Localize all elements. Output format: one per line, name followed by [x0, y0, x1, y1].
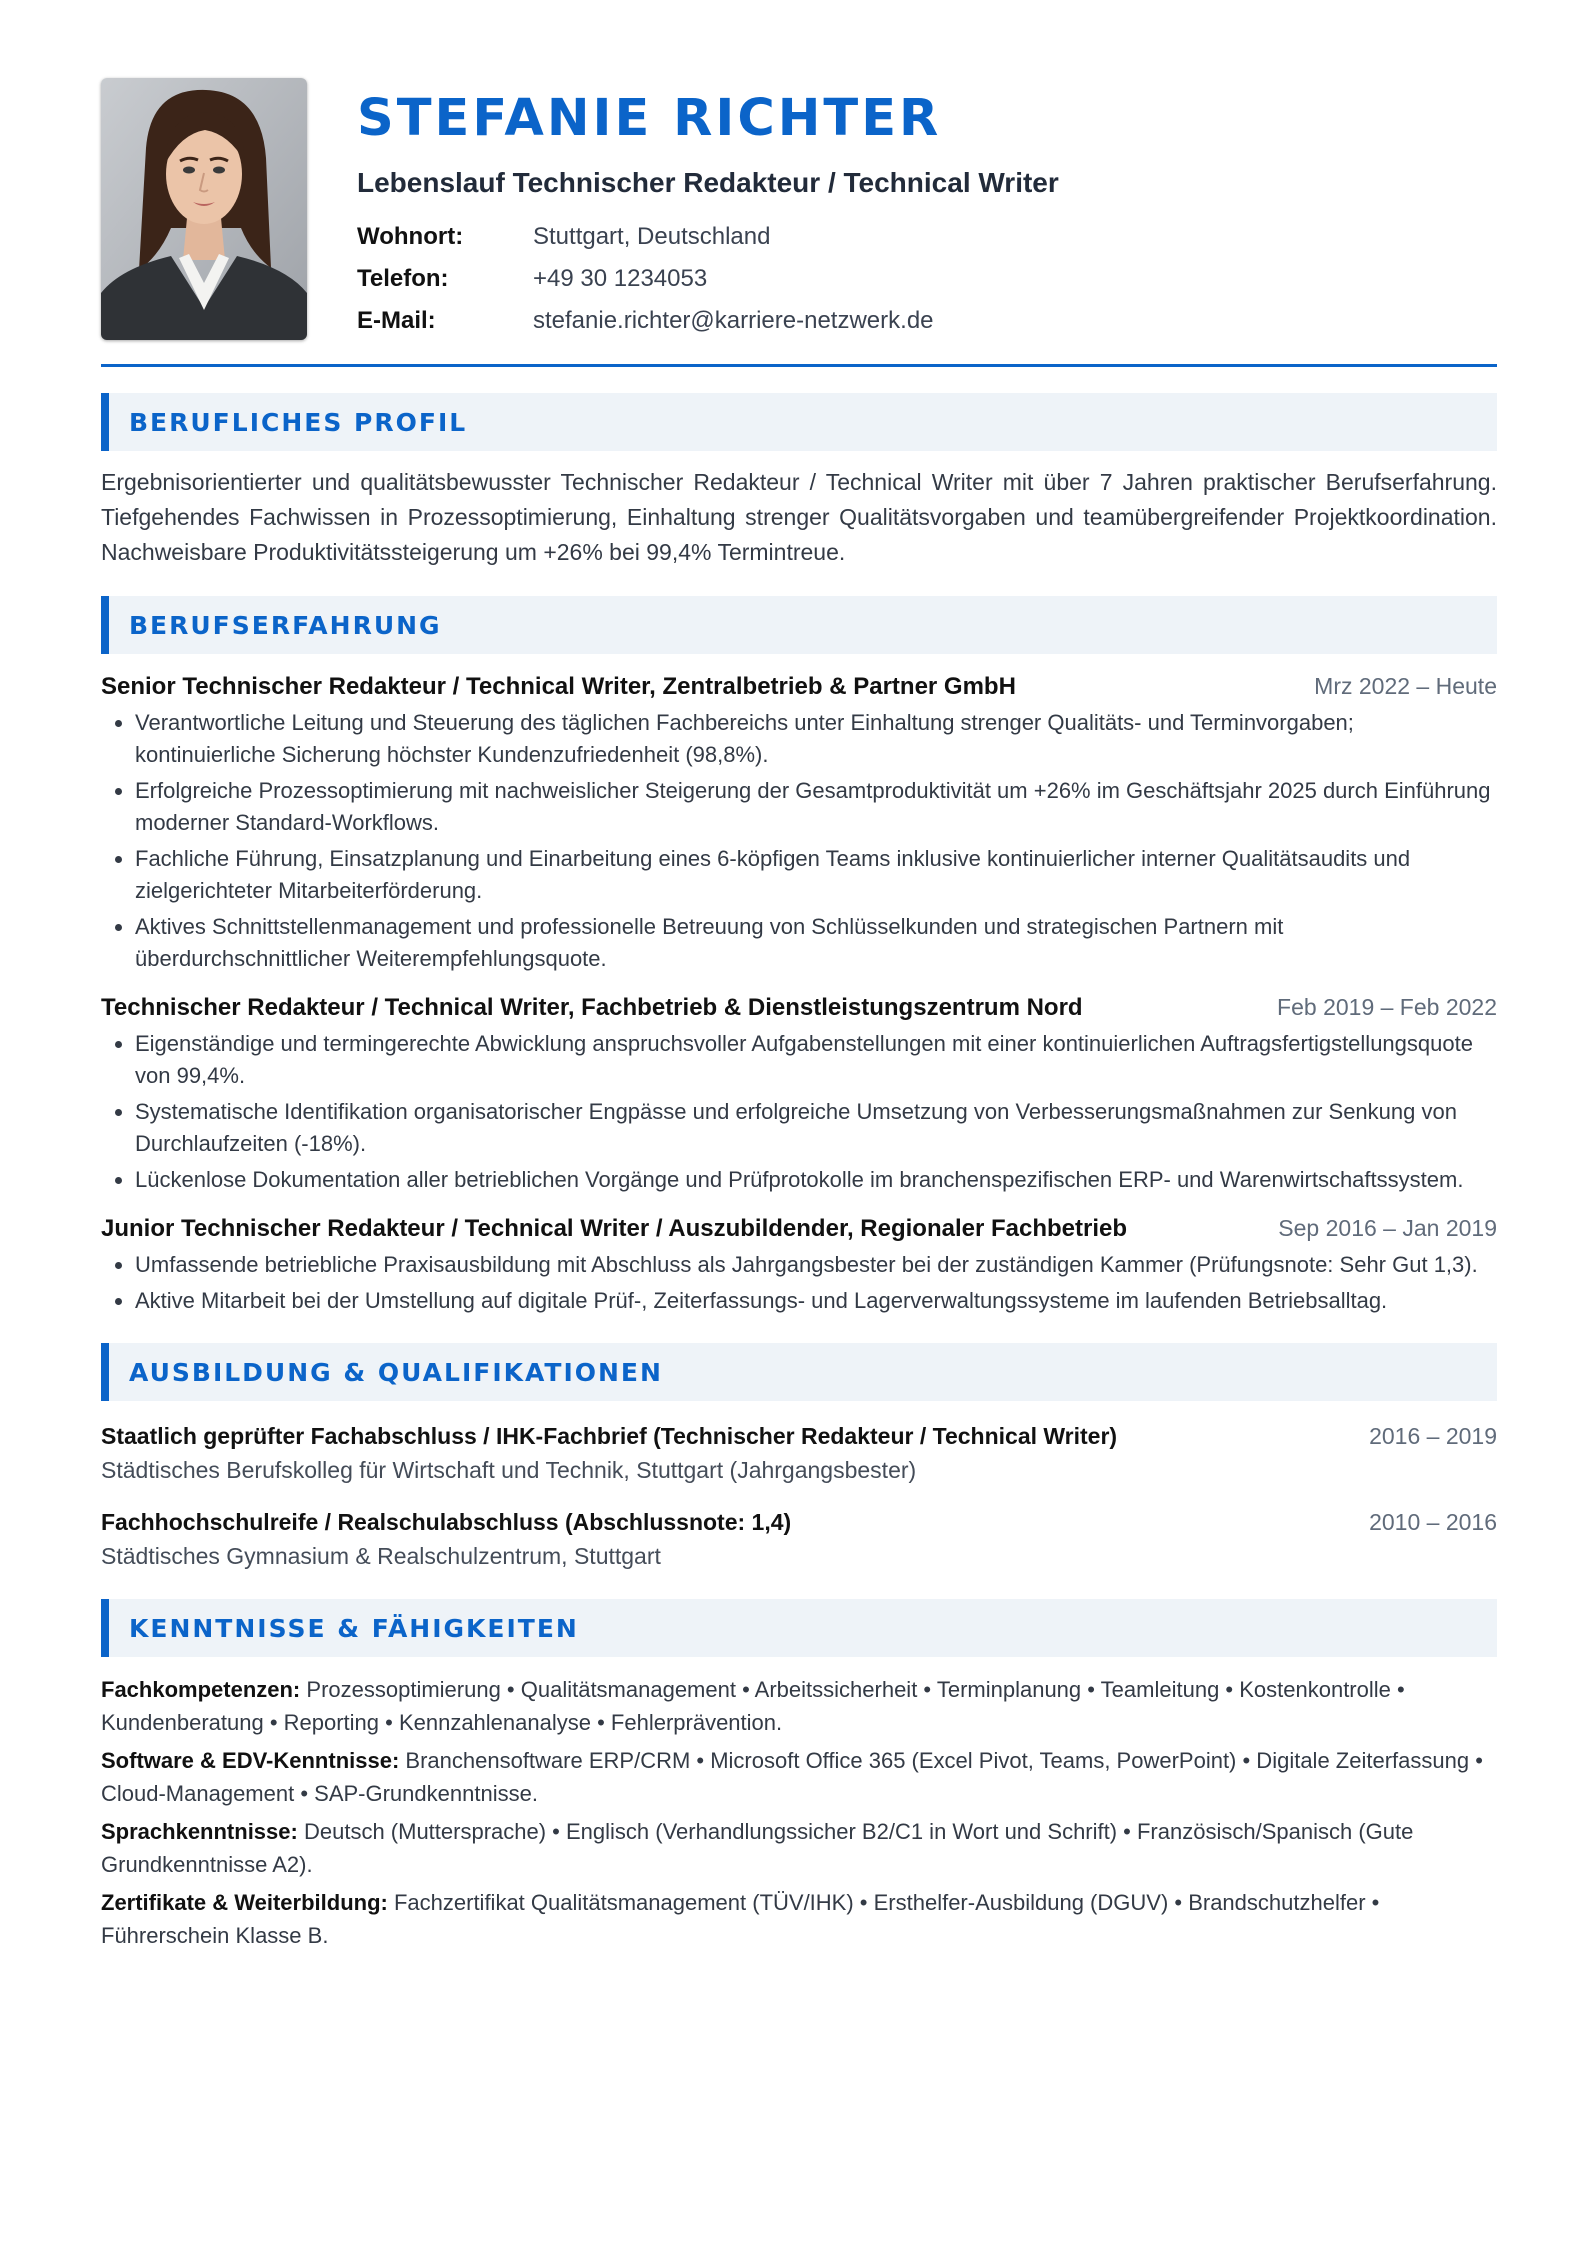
- education-school: Städtisches Gymnasium & Realschulzentrum, Stuttgart: [101, 1543, 661, 1569]
- job-bullet: • Verantwortliche Leitung und Steuerung des täglichen Fachbereichs unter Einhaltung strenger Qualitäts- und Terminvorgaben; kontinuierliche Sicherung höchster Kundenzufriedenheit (98,8%).: [135, 707, 1497, 771]
- resume-header: [101, 78, 1497, 342]
- job-bullet: • Eigenständige und termingerechte Abwicklung anspruchsvoller Aufgabenstellungen mit einer kontinuierlichen Auftragsfertigstellungsquote von 99,4%.: [135, 1028, 1497, 1092]
- education-title: Fachhochschulreife / Realschulabschluss (Abschlussnote: 1,4): [101, 1509, 792, 1535]
- job-entry: [101, 989, 1497, 1196]
- job-entry: [101, 1210, 1497, 1317]
- contact-value: +49 30 1234053: [533, 265, 708, 292]
- contact-row-location: [357, 216, 1059, 258]
- job-date: Mrz 2022 – Heute: [1314, 673, 1497, 699]
- section-title: AUSBILDUNG & QUALIFIKATIONEN: [129, 1357, 663, 1387]
- section-header-experience: [101, 596, 1497, 654]
- profile-photo: [101, 78, 307, 340]
- job-bullet: • Lückenlose Dokumentation aller betrieblichen Vorgänge und Prüfprotokolle im branchenspezifischen ERP- und Warenwirtschaftssystem.: [135, 1164, 1497, 1196]
- contact-row-email: [357, 300, 1059, 342]
- education-title: Staatlich geprüfter Fachabschluss / IHK-Fachbrief (Technischer Redakteur / Technical Writer): [101, 1423, 1118, 1449]
- job-date: Feb 2019 – Feb 2022: [1277, 994, 1497, 1020]
- section-header-education: [101, 1343, 1497, 1401]
- job-title: Junior Technischer Redakteur / Technical Writer / Auszubildender, Regionaler Fachbetrieb: [101, 1215, 1128, 1242]
- section-title: KENNTNISSE & FÄHIGKEITEN: [129, 1613, 579, 1643]
- education-school: Städtisches Berufskolleg für Wirtschaft und Technik, Stuttgart (Jahrgangsbester): [101, 1457, 917, 1483]
- job-header: [101, 668, 1497, 705]
- job-title: Technischer Redakteur / Technical Writer, Fachbetrieb & Dienstleistungszentrum Nord: [101, 994, 1083, 1021]
- profile-text: Ergebnisorientierter und qualitätsbewusster Technischer Redakteur / Technical Writer mit über 7 Jahren praktischer Berufserfahrung. Tiefgehendes Fachwissen in Prozessoptimierung, Einhaltung strenger Qualitätsvorgaben und teamübergreifender Projektkoordination. Nachweisbare Produktivitätssteigerung um +26% bei 99,4% Termintreue.: [101, 469, 1497, 565]
- job-header: [101, 1210, 1497, 1247]
- skill-label: Software & EDV-Kenntnisse:: [101, 1748, 400, 1773]
- header-divider: [101, 364, 1497, 367]
- skill-item: [101, 1673, 1497, 1739]
- education-header: [101, 1419, 1497, 1453]
- contact-list: [357, 216, 1059, 342]
- resume-content: [101, 78, 1497, 1957]
- section-header-profile: [101, 393, 1497, 451]
- contact-label: E-Mail:: [357, 307, 436, 334]
- contact-row-phone: [357, 258, 1059, 300]
- section-title: BERUFSERFAHRUNG: [129, 610, 442, 640]
- skill-text: Prozessoptimierung • Qualitätsmanagement • Arbeitssicherheit • Terminplanung • Teamleitung • Kostenkontrolle • Kundenberatung • Reporting • Kennzahlenanalyse • Fehlerprävention.: [101, 1677, 1405, 1735]
- education-entry: [101, 1419, 1497, 1487]
- job-bullet: • Umfassende betriebliche Praxisausbildung mit Abschluss als Jahrgangsbester bei der zuständigen Kammer (Prüfungsnote: Sehr Gut 1,3).: [135, 1249, 1497, 1281]
- job-entry: [101, 668, 1497, 975]
- skill-label: Sprachkenntnisse:: [101, 1819, 298, 1844]
- education-date: 2016 – 2019: [1369, 1423, 1497, 1449]
- contact-label: Telefon:: [357, 265, 449, 292]
- contact-label: Wohnort:: [357, 223, 464, 250]
- education-date: 2010 – 2016: [1369, 1509, 1497, 1535]
- job-bullet: • Erfolgreiche Prozessoptimierung mit nachweislicher Steigerung der Gesamtproduktivität um +26% im Geschäftsjahr 2025 durch Einführung moderner Standard-Workflows.: [135, 775, 1497, 839]
- skills-list: [101, 1673, 1497, 1952]
- contact-value: stefanie.richter@karriere-netzwerk.de: [533, 307, 934, 334]
- job-bullets: [101, 707, 1497, 975]
- section-header-skills: [101, 1599, 1497, 1657]
- section-title: BERUFLICHES PROFIL: [129, 407, 468, 437]
- job-bullet: • Fachliche Führung, Einsatzplanung und Einarbeitung eines 6-köpfigen Teams inklusive kontinuierlicher interner Qualitätsaudits und zielgerichteter Mitarbeiterförderung.: [135, 843, 1497, 907]
- job-bullet: • Aktive Mitarbeit bei der Umstellung auf digitale Prüf-, Zeiterfassungs- und Lagerverwaltungssysteme im laufenden Betriebsalltag.: [135, 1285, 1497, 1317]
- header-info: [357, 78, 1059, 342]
- job-bullet: • Aktives Schnittstellenmanagement und professionelle Betreuung von Schlüsselkunden und strategischen Partnern mit überdurchschnittlicher Weiterempfehlungsquote.: [135, 911, 1497, 975]
- job-title: Senior Technischer Redakteur / Technical Writer, Zentralbetrieb & Partner GmbH: [101, 673, 1016, 700]
- education-header: [101, 1505, 1497, 1539]
- person-name: STEFANIE RICHTER: [357, 89, 942, 148]
- resume-subtitle: Lebenslauf Technischer Redakteur / Technical Writer: [357, 167, 1059, 198]
- skill-text: Fachzertifikat Qualitätsmanagement (TÜV/IHK) • Ersthelfer-Ausbildung (DGUV) • Brandschutzhelfer • Führerschein Klasse B.: [101, 1890, 1380, 1948]
- skill-text: Branchensoftware ERP/CRM • Microsoft Office 365 (Excel Pivot, Teams, PowerPoint) • Digitale Zeiterfassung • Cloud-Management • SAP-Grundkenntnisse.: [101, 1748, 1483, 1806]
- job-header: [101, 989, 1497, 1026]
- skill-text: Deutsch (Muttersprache) • Englisch (Verhandlungssicher B2/C1 in Wort und Schrift) • Französisch/Spanisch (Gute Grundkenntnisse A2).: [101, 1819, 1414, 1877]
- education-entry: [101, 1505, 1497, 1573]
- skill-label: Fachkompetenzen:: [101, 1677, 301, 1702]
- job-bullets: [101, 1249, 1497, 1317]
- skill-item: [101, 1744, 1497, 1810]
- skill-item: [101, 1886, 1497, 1952]
- job-bullets: [101, 1028, 1497, 1196]
- job-bullet: • Systematische Identifikation organisatorischer Engpässe und erfolgreiche Umsetzung von Verbesserungsmaßnahmen zur Senkung von Durchlaufzeiten (-18%).: [135, 1096, 1497, 1160]
- contact-value: Stuttgart, Deutschland: [533, 223, 771, 250]
- skill-item: [101, 1815, 1497, 1881]
- skill-label: Zertifikate & Weiterbildung:: [101, 1890, 388, 1915]
- job-date: Sep 2016 – Jan 2019: [1278, 1215, 1497, 1241]
